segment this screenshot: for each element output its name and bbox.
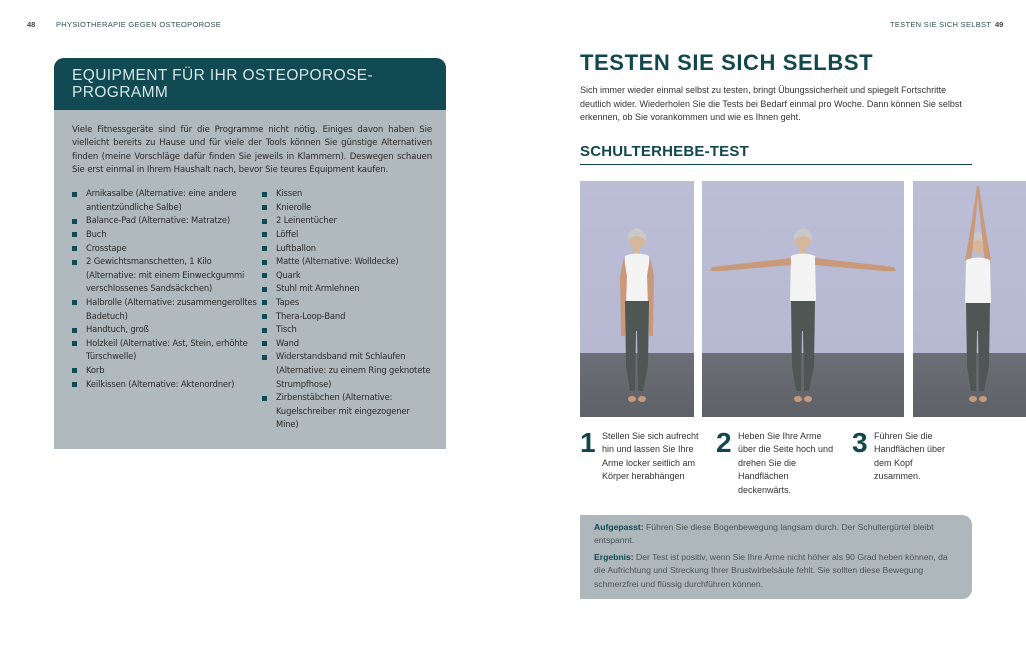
equipment-item-text: Korb — [86, 364, 105, 375]
square-bullet-icon — [262, 192, 267, 197]
equipment-list-item — [262, 228, 432, 242]
person-arms-down-illustration — [580, 181, 694, 417]
equipment-lists — [54, 177, 446, 432]
equipment-item-text: Matte (Alternative: Wolldecke) — [276, 256, 399, 267]
equipment-list-item — [262, 242, 432, 256]
step-text: Heben Sie Ihre Arme über die Seite hoch und drehen Sie die Handflächen deckenwärts. — [738, 431, 834, 495]
equipment-item-text: 2 Leinentücher — [276, 215, 337, 226]
equipment-list-item — [262, 255, 432, 269]
square-bullet-icon — [72, 246, 77, 251]
square-bullet-icon — [72, 232, 77, 237]
equipment-box — [54, 58, 446, 449]
step-1 — [580, 427, 710, 484]
equipment-list-item — [72, 296, 262, 323]
equipment-list-column-2 — [262, 187, 432, 432]
square-bullet-icon — [262, 260, 267, 265]
step-number: 1 — [580, 427, 596, 458]
square-bullet-icon — [262, 205, 267, 210]
equipment-list-item — [262, 282, 432, 296]
square-bullet-icon — [72, 219, 77, 224]
square-bullet-icon — [72, 382, 77, 387]
square-bullet-icon — [262, 355, 267, 360]
equipment-item-text: Wand — [276, 337, 299, 348]
step-text: Führen Sie die Handflächen über dem Kopf zusammen. — [874, 431, 946, 482]
equipment-item-text: 2 Gewichtsmanschetten, 1 Kilo (Alternative: mit einem Einweckgummi verschlossenes Sandsäckchen) — [86, 256, 245, 294]
result-text: Der Test ist positiv, wenn Sie Ihre Arme nicht höher als 90 Grad heben können, da die Aufrichtung und Streckung Ihrer Brustwirbelsäule fehlt. Sie sollten diese Bewegung schmerzfrei und flüssig durchführen können. — [594, 551, 948, 589]
equipment-item-text: Arnikasalbe (Alternative: eine andere antientzündliche Salbe) — [86, 188, 237, 212]
equipment-item-text: Thera-Loop-Band — [276, 310, 346, 321]
step-number: 3 — [852, 427, 868, 458]
square-bullet-icon — [262, 287, 267, 292]
note-paragraph — [594, 521, 958, 548]
square-bullet-icon — [72, 328, 77, 333]
equipment-intro: Viele Fitnessgeräte sind für die Programme nicht nötig. Einiges davon haben Sie vielleicht bereits zu Hause und für viele der Tools können Sie günstige Alternativen finden (meine Vorschläge dafür finden Sie jeweils in Klammern). Deswegen schauen Sie erst einmal in Ihrem Haushalt nach, bevor Sie teures Equipment kaufen. — [72, 125, 432, 175]
step-2 — [716, 427, 846, 497]
running-head-left: PHYSIOTHERAPIE GEGEN OSTEOPOROSE — [56, 20, 222, 29]
result-paragraph — [594, 551, 958, 591]
square-bullet-icon — [262, 300, 267, 305]
equipment-item-text: Tapes — [276, 296, 299, 307]
info-box — [580, 515, 972, 599]
equipment-list-item — [72, 242, 262, 256]
title-line-2: PROGRAMM — [72, 84, 169, 101]
square-bullet-icon — [262, 328, 267, 333]
equipment-item-text: Balance-Pad (Alternative: Matratze) — [86, 215, 230, 226]
square-bullet-icon — [262, 246, 267, 251]
arms-overhead-photo — [913, 181, 1026, 417]
square-bullet-icon — [72, 300, 77, 305]
equipment-list-item — [72, 255, 262, 296]
square-bullet-icon — [72, 192, 77, 197]
equipment-list-item — [262, 201, 432, 215]
arms-down-photo — [580, 181, 694, 417]
equipment-list-item — [72, 337, 262, 364]
equipment-list-column-1 — [72, 187, 262, 432]
equipment-list-item — [72, 378, 262, 392]
square-bullet-icon — [262, 232, 267, 237]
equipment-box-title — [72, 67, 428, 101]
running-head-right: TESTEN SIE SICH SELBST — [890, 20, 992, 29]
equipment-list-item — [72, 323, 262, 337]
equipment-item-text: Buch — [86, 228, 107, 239]
page-title: TESTEN SIE SICH SELBST — [580, 50, 874, 75]
step-3 — [852, 427, 972, 484]
arms-sideways-photo — [702, 181, 904, 417]
equipment-list-item — [72, 228, 262, 242]
square-bullet-icon — [72, 368, 77, 373]
note-text: Führen Sie diese Bogenbewegung langsam durch. Der Schultergürtel bleibt entspannt. — [594, 522, 934, 546]
equipment-list-item — [72, 364, 262, 378]
person-arms-sideways-illustration — [702, 181, 904, 417]
equipment-item-text: Halbrolle (Alternative: zusammengerolltes Badetuch) — [86, 296, 257, 321]
equipment-item-text: Knierolle — [276, 201, 312, 212]
title-line-1: EQUIPMENT FÜR IHR OSTEOPOROSE- — [72, 67, 374, 84]
square-bullet-icon — [262, 314, 267, 319]
equipment-list-item — [72, 214, 262, 228]
equipment-list-item — [262, 323, 432, 337]
equipment-list-item — [262, 350, 432, 391]
equipment-item-text: Stuhl mit Armlehnen — [276, 283, 360, 294]
page-number-left: 48 — [27, 20, 36, 29]
step-text: Stellen Sie sich aufrecht hin und lassen Sie Ihre Arme locker seitlich am Körper herabhängen — [602, 431, 699, 482]
square-bullet-icon — [72, 260, 77, 265]
page-number-right: 49 — [995, 20, 1004, 29]
person-arms-overhead-illustration — [913, 181, 1026, 417]
equipment-item-text: Luftballon — [276, 242, 316, 253]
equipment-list-item — [72, 187, 262, 214]
step-number: 2 — [716, 427, 732, 458]
square-bullet-icon — [262, 219, 267, 224]
equipment-list-item — [262, 391, 432, 432]
equipment-item-text: Widerstandsband mit Schlaufen (Alternative: zu einem Ring geknotete Strumpfhose) — [276, 351, 431, 389]
note-label: Aufgepasst: — [594, 522, 644, 532]
equipment-list-item — [262, 310, 432, 324]
equipment-item-text: Crosstape — [86, 242, 127, 253]
equipment-box-header — [54, 58, 446, 110]
equipment-item-text: Kissen — [276, 188, 303, 199]
equipment-list-item — [262, 269, 432, 283]
equipment-list-item — [262, 187, 432, 201]
equipment-item-text: Handtuch, groß — [86, 324, 149, 335]
page-intro: Sich immer wieder einmal selbst zu testen, bringt Übungssicherheit und spiegelt Fortschritte deutlich wider. Wiederholen Sie die Tests bei Bedarf einmal pro Woche. Dann können Sie selbst erkennen, ob Sie vorankommen und wie es Ihnen geht. — [580, 85, 962, 122]
equipment-item-text: Holzkeil (Alternative: Ast, Stein, erhöhte Türschwelle) — [86, 337, 248, 362]
square-bullet-icon — [262, 396, 267, 401]
square-bullet-icon — [262, 341, 267, 346]
equipment-item-text: Keilkissen (Alternative: Aktenordner) — [86, 378, 235, 389]
square-bullet-icon — [262, 273, 267, 278]
equipment-item-text: Tisch — [276, 324, 297, 335]
equipment-item-text: Quark — [276, 269, 301, 280]
equipment-list-item — [262, 296, 432, 310]
equipment-list-item — [262, 214, 432, 228]
equipment-item-text: Löffel — [276, 228, 299, 239]
square-bullet-icon — [72, 341, 77, 346]
equipment-list-item — [262, 337, 432, 351]
equipment-item-text: Zirbenstäbchen (Alternative: Kugelschreiber mit eingezogener Mine) — [276, 392, 410, 430]
result-label: Ergebnis: — [594, 551, 634, 562]
section-title: SCHULTERHEBE-TEST — [580, 143, 972, 165]
